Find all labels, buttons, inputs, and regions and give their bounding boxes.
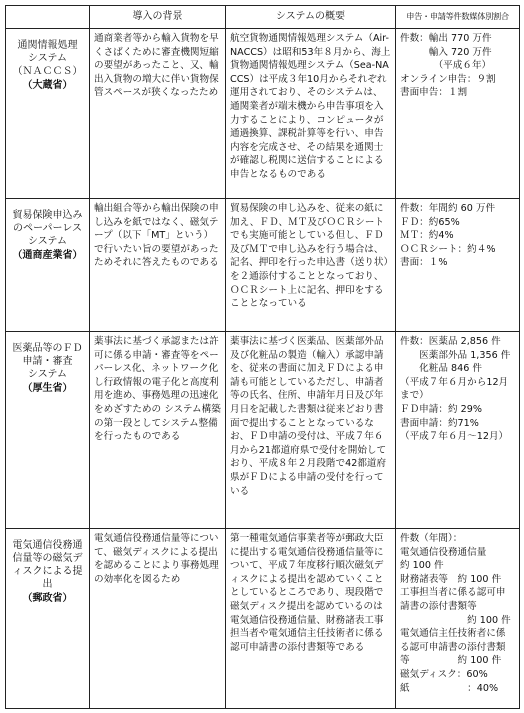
- stats-cell: [396, 29, 520, 199]
- stat-line: 財務諸表等 約 100 件: [400, 573, 502, 585]
- stat-line: 約 100 件: [400, 614, 511, 626]
- overview-cell: 薬事法に基づく医薬品、医薬部外品及び化粧品の製造（輸入）承認申請を、従来の書面に加えＦＤによる申請も可能としているただし、申請者等の氏名、住所、申請年月日及び年月日を記載した書類は従来どおり書面で提出することとなっているなお、ＦＤ申請の受付は、平成７年６月から21都道府県で受付を開始しており、平成８年２月段階で42都道府県がＦＤによる申請の受付を行っている: [226, 332, 396, 529]
- stat-line: 件数：年間約 60 万件: [400, 203, 496, 214]
- overview-cell: 航空貨物通関情報処理システム（Air-NACCS）は昭和53年８月から、海上貨物通関情報処理システム（Sea-NACCS）は平成３年10月からそれぞれ運用されており、そのシステムは、通関業者が端末機から申告事項を入力することにより、コンピュータが通過換算、課税計算等を行い、申告内容を完成させ、その結果を通関士が確認し税関に送信することによる申告となるものである: [226, 29, 396, 199]
- background-cell: 電気通信役務通信量等について、磁気ディスクによる提出を認めることにより事務処理の効率化を図るため: [90, 529, 226, 709]
- system-name-cell: [6, 29, 90, 199]
- stat-line: 輸入 720 万件: [400, 46, 492, 58]
- stat-line: 件数（年間）：: [400, 533, 463, 544]
- stat-line: 書面申告：１割: [400, 87, 468, 99]
- systems-table: [5, 5, 520, 709]
- stats-cell: [396, 529, 520, 709]
- system-name-line: 通関情報処理: [17, 40, 78, 51]
- system-name-line: システム: [28, 236, 67, 247]
- overview-cell: 第一種電気通信事業者等が郵政大臣に提出する電気通信役務通信量等について、平成７年度移行順次磁気ディスクによる提出を認めていくこととしているところであり、現段階で磁気ディスク提出を認めているのは電気通信役務通信量、財務諸表工事担当者や電気通信主任技術者に係る認可申請書の添付書類等である: [226, 529, 396, 709]
- stat-line: 電気通信主任技術者に係: [400, 628, 506, 640]
- table-row-naccs: [6, 29, 520, 199]
- system-name-line: 医薬品等のＦＤ: [12, 343, 83, 354]
- stat-line: オンライン申告：９割: [400, 73, 496, 85]
- system-name-cell: [6, 529, 90, 709]
- stat-line: 磁気ディスク：60%: [400, 668, 488, 680]
- stat-line: 電気通信役務通信量: [400, 546, 487, 558]
- header-stats: 申告・申請等件数媒体別割合: [396, 6, 520, 29]
- stat-line: ＦＤ申請：約 29%: [400, 403, 482, 415]
- stat-line: （平成６年）: [400, 60, 492, 72]
- system-name-line: 申請・審査: [22, 356, 73, 367]
- header-background: 導入の背景: [90, 6, 226, 29]
- background-cell: 薬事法に基づく承認または許可に係る申請・審査等をペーパーレス化、ネットワーク化し行政情報の電子化と高度利用を進め、事務処理の迅速化をめざすための システム構築の第一段としてシステム整備を行ったものである: [90, 332, 226, 529]
- stat-line: 請書の添付書類等: [400, 600, 477, 612]
- ministry-label: （通商産業省）: [12, 250, 83, 261]
- document-page: [5, 5, 519, 709]
- header-system-name: [6, 6, 90, 29]
- system-name-line: （ＮＡＣＣＳ）: [12, 66, 83, 77]
- stat-line: 約 100 件: [400, 560, 444, 572]
- stat-line: （平成７年６月～12月）: [400, 431, 509, 443]
- system-name-line: ィスクによる提出: [12, 566, 83, 590]
- stat-line: 書面：１%: [400, 257, 448, 269]
- stats-cell: [396, 199, 520, 332]
- system-name-cell: [6, 199, 90, 332]
- stats-cell: [396, 332, 520, 529]
- stat-line: ＯＣＲシート：約４%: [400, 243, 496, 255]
- stat-line: 化粧品 846 件: [400, 363, 482, 375]
- stat-line: ＭＴ：約4%: [400, 230, 454, 242]
- stat-line: 医薬部外品 1,356 件: [400, 349, 511, 361]
- stat-line: 紙 ：40%: [400, 682, 499, 694]
- system-name-line: 貿易保険申込み: [12, 210, 83, 221]
- system-name-line: システム: [28, 53, 67, 64]
- system-name-line: 信量等の磁気デ: [12, 553, 83, 564]
- header-row: [6, 6, 520, 29]
- ministry-label: （大蔵省）: [22, 80, 73, 91]
- background-cell: 通商業者等から輸入貨物を早くさばくために審査機関短縮の要望があったこと、又、輸出入貨物の増大に伴い貨物保管スペースが狭くなったため: [90, 29, 226, 199]
- stat-line: ＦＤ：約65%: [400, 216, 460, 228]
- stat-line: 件数：医薬品 2,856 件: [400, 336, 501, 347]
- stat-line: 等 約 100 件: [400, 655, 502, 667]
- stat-line: （平成７年６月から12月まで）: [400, 376, 509, 402]
- stat-line: 件数：輸出 770 万件: [400, 33, 492, 44]
- table-row-telecom-disk: [6, 529, 520, 709]
- stat-line: 工事担当者に係る認可申: [400, 587, 506, 599]
- overview-cell: 貿易保険の申し込みを、従来の紙に加え、ＦＤ、ＭＴ及びＯＣＲシートでも実施可能としている但し、ＦＤ及びＭＴで申し込みを行う場合は、記名、押印を行った申込書（送り状）を２通添付することとなっており、ＯＣＲシート上に記名、押印をすることとなっている: [226, 199, 396, 332]
- system-name-line: のペーパーレス: [13, 223, 82, 234]
- ministry-label: （郵政省）: [22, 593, 73, 604]
- ministry-label: （厚生省）: [22, 383, 73, 394]
- system-name-line: システム: [28, 369, 67, 380]
- header-overview: システムの概要: [226, 6, 396, 29]
- background-cell: 輸出組合等から輸出保険の申し込みを紙ではなく、磁気テープ（以下「MT」という）で行いたい旨の要望があったためそれに答えたものである: [90, 199, 226, 332]
- system-name-cell: [6, 332, 90, 529]
- table-row-pharma-fd: [6, 332, 520, 529]
- table-row-trade-insurance: [6, 199, 520, 332]
- stat-line: 書面申請：約71%: [400, 417, 479, 429]
- system-name-line: 電気通信役務通: [12, 540, 83, 551]
- stat-line: る認可申請書の添付書類: [400, 641, 506, 653]
